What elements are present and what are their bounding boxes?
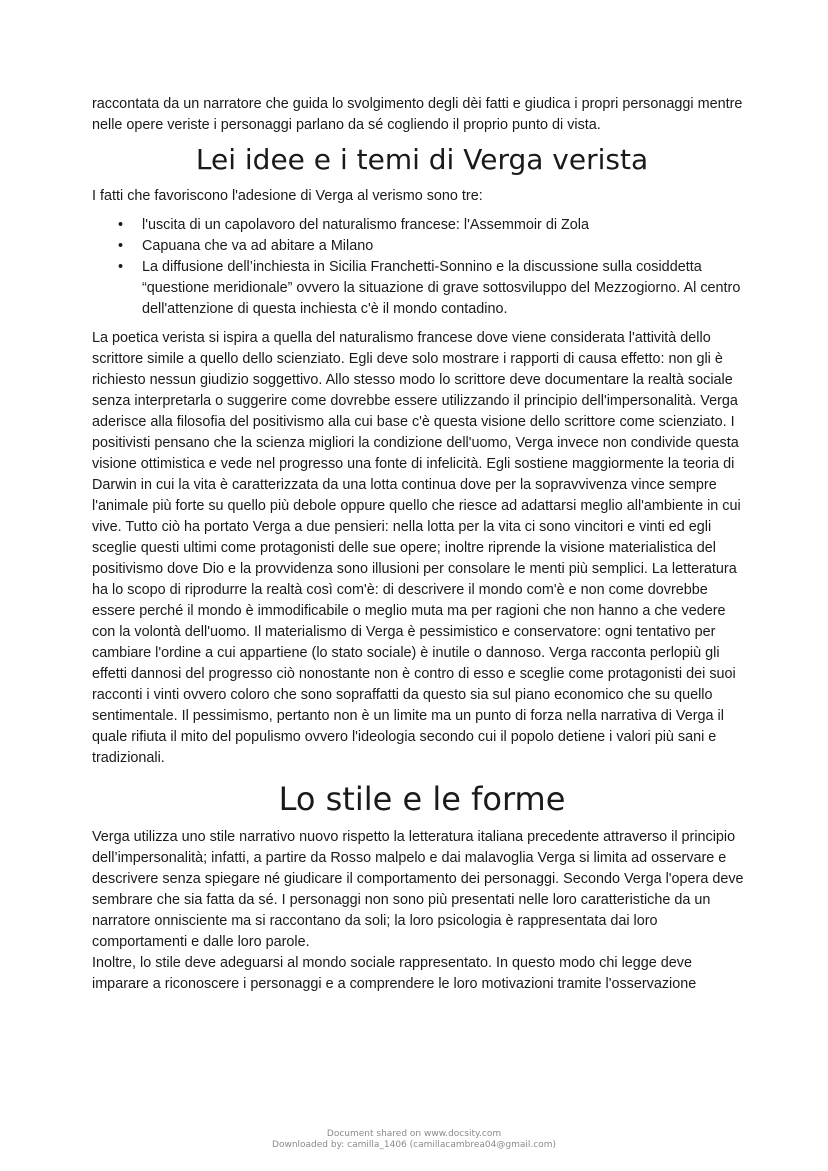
list-item-text: l'uscita di un capolavoro del naturalismo francese: l'Assemmoir di Zola: [142, 217, 590, 233]
style-paragraph-continued: Inoltre, lo stile deve adeguarsi al mondo sociale rappresentato. In questo modo chi legge deve imparare a riconoscere i personaggi e a comprendere le loro motivazioni tramite l'osservazione: [92, 955, 697, 992]
section-heading-ideas: Lei idee e i temi di Verga verista: [195, 143, 649, 176]
footer-downloaded-line: Downloaded by: camilla_1406 (camillacambrea04@gmail.com): [272, 1140, 556, 1150]
bullet-icon: •: [118, 217, 124, 233]
bullet-icon: •: [118, 259, 124, 275]
section-heading-style: Lo stile e le forme: [278, 780, 566, 818]
document-page: [92, 94, 752, 995]
facts-list: [92, 215, 752, 320]
list-item: [118, 236, 752, 257]
footer-shared-line: Document shared on www.docsity.com: [326, 1129, 502, 1139]
section-lead: I fatti che favoriscono l'adesione di Verga al verismo sono tre:: [92, 188, 483, 204]
list-item-text: Capuana che va ad abitare a Milano: [142, 238, 374, 254]
style-paragraph: Verga utilizza uno stile narrativo nuovo rispetto la letteratura italiana precedente attraverso il principio dell’impersonalità; infatti, a partire da Rosso malpelo e dai malavoglia Verga si limita ad osservare e descrivere senza spiegare né giudicare il comportamento dei personaggi. Secondo Verga l'opera deve sembrare che sia fatta da sé. I personaggi non sono più presentati nelle loro caratteristiche da un narratore onnisciente ma si raccontano da soli; la loro psicologia è rappresentata dai loro comportamenti e dalle loro parole.: [92, 829, 744, 950]
intro-paragraph: raccontata da un narratore che guida lo svolgimento degli dèi fatti e giudica i propri personaggi mentre nelle opere veriste i personaggi parlano da sé cogliendo il proprio punto di vista.: [92, 96, 743, 133]
list-item: [118, 215, 752, 236]
bullet-icon: •: [118, 238, 124, 254]
page-footer: [0, 1129, 828, 1151]
list-item-text: La diffusione dell’inchiesta in Sicilia Franchetti-Sonnino e la discussione sulla cosiddetta “questione meridionale” ovvero la situazione di grave sottosviluppo del Mezzogiorno. Al centro dell'attenzione di questa inchiesta c'è il mondo contadino.: [142, 259, 741, 317]
list-item: [118, 257, 752, 320]
poetics-paragraph: La poetica verista si ispira a quella del naturalismo francese dove viene considerata l'attività dello scrittore simile a quello dello scienziato. Egli deve solo mostrare i rapporti di causa effetto: non gli è richiesto nessun giudizio soggettivo. Allo stesso modo lo scrittore deve documentare la realtà sociale senza interpretarla o suggerire come dovrebbe essere utilizzando il principio dell'impersonalità. Verga aderisce alla filosofia del positivismo alla cui base c'è questa visione dello scrittore come scienziato. I positivisti pensano che la scienza migliori la condizione dell'uomo, Verga invece non condivide questa visione ottimistica e vede nel progresso una fonte di infelicità. Egli sostiene maggiormente la teoria di Darwin in cui la vita è caratterizzata da una lotta continua dove per la sopravvivenza vince sempre l'animale più forte su quello più debole oppure quello che riesce ad adattarsi meglio all'ambiente in cui vive. Tutto ciò ha portato Verga a due pensieri: nella lotta per la vita ci sono vincitori e vinti ed egli sceglie questi ultimi come protagonisti delle sue opere; inoltre riprende la visione materialistica del positivismo dove Dio e la provvidenza sono illusioni per consolare le menti più semplici. La letteratura ha lo scopo di riprodurre la realtà così com'è: di descrivere il mondo com'è e non come dovrebbe essere perché il mondo è immodificabile o meglio muta ma per ragioni che non hanno a che vedere con la volontà dell'uomo. Il materialismo di Verga è pessimistico e conservatore: ogni tentativo per cambiare l'ordine a cui appartiene (lo stato sociale) è inutile o dannoso. Verga racconta perlopiù gli effetti dannosi del progresso ciò nonostante non è contro di esso e sceglie come protagonisti dei suoi racconti i vinti ovvero coloro che sono sopraffatti da questo sia sul piano economico che su quello sentimentale. Il pessimismo, pertanto non è un limite ma un punto di forza nella narrativa di Verga il quale rifiuta il mito del populismo ovvero l'ideologia secondo cui il popolo detiene i valori più sani e tradizionali.: [92, 330, 741, 766]
